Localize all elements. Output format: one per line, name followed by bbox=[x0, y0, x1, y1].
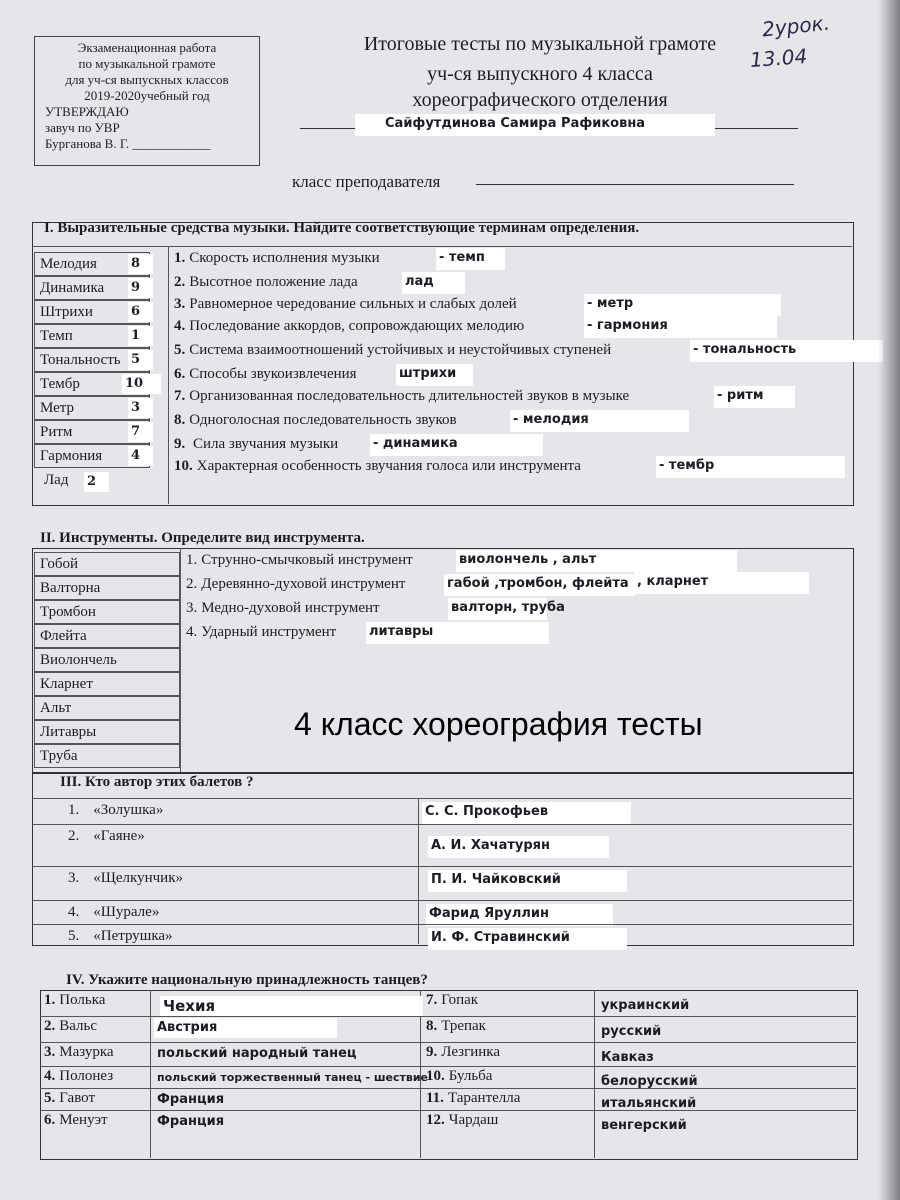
definition-item bbox=[174, 412, 457, 429]
dance-number: 10. bbox=[426, 1068, 445, 1084]
type-text: Медно-духовой инструмент bbox=[201, 600, 380, 616]
dance-left-answer[interactable]: Чехия bbox=[160, 996, 423, 1016]
section1-header-divider bbox=[32, 246, 852, 247]
definition-answer[interactable]: - метр bbox=[584, 294, 781, 316]
definition-item bbox=[174, 274, 358, 291]
definition-item bbox=[174, 366, 357, 383]
term-cell: Тембр bbox=[34, 372, 150, 396]
definition-number: 5. bbox=[174, 342, 186, 358]
definition-item bbox=[174, 296, 517, 313]
dance-left-label bbox=[44, 1112, 108, 1129]
ballet-number: 4. bbox=[68, 904, 80, 920]
definition-number: 3. bbox=[174, 296, 186, 312]
section2-heading: II. Инструменты. Определите вид инструмента. bbox=[40, 530, 365, 546]
definition-text: Характерная особенность звучания голоса или инструмента bbox=[196, 458, 581, 474]
definition-answer[interactable]: - тембр bbox=[656, 456, 845, 478]
dance-number: 9. bbox=[426, 1044, 438, 1060]
ballet-title: «Золушка» bbox=[93, 802, 164, 818]
term-answer-number[interactable]: 5 bbox=[128, 350, 153, 370]
definition-answer[interactable]: - тональность bbox=[690, 340, 883, 362]
term-answer-number[interactable]: 8 bbox=[128, 254, 153, 274]
instrument-type-answer[interactable]: виолончель , альт bbox=[456, 550, 737, 572]
ballet-row-divider bbox=[32, 866, 852, 867]
term-answer-number[interactable]: 6 bbox=[128, 302, 153, 322]
dance-number: 3. bbox=[44, 1044, 56, 1060]
definition-text: Высотное положение лада bbox=[189, 274, 358, 290]
ballet-author-answer[interactable]: И. Ф. Стравинский bbox=[428, 928, 627, 950]
definition-number: 8. bbox=[174, 412, 186, 428]
definition-answer[interactable]: штрихи bbox=[396, 364, 473, 386]
ballet-number: 2. bbox=[68, 828, 80, 844]
ballet-row-divider bbox=[32, 924, 852, 925]
dance-number: 8. bbox=[426, 1018, 438, 1034]
type-number: 2. bbox=[186, 576, 198, 592]
instrument-cell: Валторна bbox=[34, 576, 180, 600]
dance-name: Мазурка bbox=[59, 1044, 114, 1060]
term-cell: Динамика bbox=[34, 276, 150, 300]
ballet-author-answer[interactable]: С. С. Прокофьев bbox=[422, 802, 631, 824]
term-cell: Штрихи bbox=[34, 300, 150, 324]
term-answer-number[interactable]: 10 bbox=[122, 374, 161, 394]
dance-name: Тарантелла bbox=[447, 1090, 521, 1106]
section3-heading: III. Кто автор этих балетов ? bbox=[60, 774, 254, 790]
instrument-type-item bbox=[186, 576, 405, 593]
term-answer-number[interactable]: 4 bbox=[128, 446, 153, 466]
dance-number: 1. bbox=[44, 992, 56, 1008]
ballet-number: 5. bbox=[68, 928, 80, 944]
overlay-caption: 4 класс хореография тесты bbox=[294, 706, 703, 742]
dance-right-label bbox=[426, 1044, 500, 1061]
dance-number: 11. bbox=[426, 1090, 444, 1106]
teacher-label: класс преподавателя bbox=[292, 172, 441, 191]
definition-item bbox=[174, 250, 380, 267]
page-title: Итоговые тесты по музыкальной грамоте bbox=[363, 33, 717, 55]
instrument-cell: Тромбон bbox=[34, 600, 180, 624]
instrument-cell: Кларнет bbox=[34, 672, 180, 696]
dance-left-answer[interactable]: польский народный танец bbox=[157, 1046, 357, 1061]
term-answer-number[interactable]: 1 bbox=[128, 326, 153, 346]
dance-name: Полонез bbox=[59, 1068, 114, 1084]
ballet-number: 1. bbox=[68, 802, 80, 818]
definition-answer[interactable]: - динамика bbox=[370, 434, 543, 456]
definition-answer[interactable]: лад bbox=[402, 272, 465, 294]
dance-left-label bbox=[44, 1018, 97, 1035]
type-number: 1. bbox=[186, 552, 198, 568]
type-text: Струнно-смычковый инструмент bbox=[201, 552, 413, 568]
definition-number: 2. bbox=[174, 274, 186, 290]
handwritten-date-note: 13.04 bbox=[749, 44, 809, 72]
term-answer-number[interactable]: 3 bbox=[128, 398, 153, 418]
definition-answer[interactable]: - мелодия bbox=[510, 410, 689, 432]
ballet-title: «Петрушка» bbox=[93, 928, 173, 944]
definition-text: Организованная последовательность длительностей звуков в музыке bbox=[189, 388, 630, 404]
definition-item bbox=[174, 318, 524, 335]
term-cell: Лад bbox=[44, 472, 69, 488]
stamp-line: для уч-ся выпускных классов bbox=[65, 72, 229, 87]
ballet-author-answer[interactable]: Фарид Яруллин bbox=[426, 904, 613, 926]
instrument-type-answer[interactable]: габой ,тромбон, флейта bbox=[444, 574, 635, 596]
page-subtitle-2: хореографического отделения bbox=[412, 89, 668, 111]
ballet-row-divider bbox=[32, 900, 852, 901]
stamp-line: 2019-2020учебный год bbox=[84, 88, 210, 103]
stamp-name: Бурганова В. Г. ____________ bbox=[45, 136, 211, 151]
dance-name: Вальс bbox=[59, 1018, 98, 1034]
dance-right-answer[interactable]: русский bbox=[601, 1024, 662, 1039]
dance-number: 4. bbox=[44, 1068, 56, 1084]
term-cell: Тональность bbox=[34, 348, 150, 372]
instrument-type-answer[interactable]: литавры bbox=[366, 622, 549, 644]
definition-number: 10. bbox=[174, 458, 193, 474]
dance-left-label bbox=[44, 1044, 114, 1061]
ballet-title: «Гаяне» bbox=[93, 828, 145, 844]
dance-name: Трепак bbox=[441, 1018, 486, 1034]
section1-heading: I. Выразительные средства музыки. Найдите соответствующие терминам определения. bbox=[44, 220, 640, 236]
type-number: 4. bbox=[186, 624, 198, 640]
teacher-name-line bbox=[476, 184, 794, 185]
dance-name: Полька bbox=[59, 992, 106, 1008]
definition-number: 6. bbox=[174, 366, 186, 382]
dance-name: Гавот bbox=[59, 1090, 96, 1106]
term-cell: Гармония bbox=[34, 444, 150, 468]
dance-number: 7. bbox=[426, 992, 438, 1008]
dance-right-answer[interactable]: венгерский bbox=[601, 1118, 687, 1133]
ballet-author-answer[interactable]: А. И. Хачатурян bbox=[428, 836, 609, 858]
definition-answer[interactable]: - гармония bbox=[584, 316, 777, 338]
dance-left-answer[interactable]: Австрия bbox=[154, 1018, 337, 1038]
student-name-field[interactable]: Сайфутдинова Самира Рафиковна bbox=[355, 114, 715, 136]
dance-right-label bbox=[426, 1018, 486, 1035]
instrument-type-item bbox=[186, 624, 336, 641]
dance-right-answer[interactable]: итальянский bbox=[601, 1096, 697, 1111]
dance-name: Бульба bbox=[448, 1068, 493, 1084]
definition-number: 7. bbox=[174, 388, 186, 404]
ballet-item bbox=[68, 904, 159, 921]
ballet-row-divider bbox=[32, 798, 852, 799]
definition-item bbox=[174, 458, 581, 475]
instrument-cell: Альт bbox=[34, 696, 180, 720]
instrument-type-answer-extra[interactable]: , кларнет bbox=[634, 572, 809, 594]
definition-number: 4. bbox=[174, 318, 186, 334]
dance-name: Чардаш bbox=[448, 1112, 499, 1128]
definition-text: Способы звукоизвлечения bbox=[189, 366, 357, 382]
dance-number: 12. bbox=[426, 1112, 445, 1128]
dance-right-label bbox=[426, 992, 478, 1009]
page-subtitle-1: уч-ся выпускного 4 класса bbox=[427, 63, 653, 85]
type-number: 3. bbox=[186, 600, 198, 616]
dance-name: Лезгинка bbox=[441, 1044, 501, 1060]
ballet-item bbox=[68, 870, 183, 887]
stamp-approve: УТВЕРЖДАЮ bbox=[45, 104, 129, 119]
dance-right-label bbox=[426, 1090, 520, 1107]
definition-text: Система взаимоотношений устойчивых и неустойчивых ступеней bbox=[189, 342, 612, 358]
instrument-cell: Флейта bbox=[34, 624, 180, 648]
type-text: Ударный инструмент bbox=[201, 624, 337, 640]
definition-text: Одноголосная последовательность звуков bbox=[189, 412, 457, 428]
term-answer-number[interactable]: 9 bbox=[128, 278, 153, 298]
ballet-title: «Шурале» bbox=[93, 904, 160, 920]
definition-item bbox=[174, 436, 338, 453]
dance-right-answer[interactable]: украинский bbox=[601, 998, 690, 1013]
approval-stamp bbox=[34, 36, 260, 166]
definition-text: Равномерное чередование сильных и слабых долей bbox=[189, 296, 517, 312]
ballet-item bbox=[68, 802, 163, 819]
dance-left-answer[interactable]: польский торжественный танец - шествие bbox=[157, 1071, 429, 1084]
instrument-cell: Труба bbox=[34, 744, 180, 768]
dance-right-label bbox=[426, 1068, 492, 1085]
ballet-row-divider bbox=[32, 824, 852, 825]
definition-item bbox=[174, 388, 629, 405]
ballet-author-answer[interactable]: П. И. Чайковский bbox=[428, 870, 627, 892]
term-answer-number[interactable]: 7 bbox=[128, 422, 153, 442]
definition-answer[interactable]: - темп bbox=[436, 248, 505, 270]
dance-right-answer[interactable]: белорусский bbox=[601, 1074, 698, 1089]
section2-column-divider bbox=[180, 548, 181, 772]
dance-right-answer[interactable]: Кавказ bbox=[601, 1050, 654, 1065]
dance-number: 2. bbox=[44, 1018, 56, 1034]
section3-column-divider bbox=[418, 798, 419, 944]
dance-name: Менуэт bbox=[59, 1112, 108, 1128]
dance-left-label bbox=[44, 992, 105, 1009]
section4-heading: IV. Укажите национальную принадлежность танцев? bbox=[66, 972, 428, 988]
term-answer-number[interactable]: 2 bbox=[84, 472, 109, 492]
definition-number: 1. bbox=[174, 250, 186, 266]
dance-name: Гопак bbox=[441, 992, 479, 1008]
dance-row-divider bbox=[40, 1042, 856, 1043]
instrument-type-item bbox=[186, 600, 380, 617]
term-cell: Темп bbox=[34, 324, 150, 348]
definition-item bbox=[174, 342, 611, 359]
type-text: Деревянно-духовой инструмент bbox=[201, 576, 406, 592]
handwritten-lesson-note: 2урок. bbox=[760, 10, 832, 42]
dance-number: 6. bbox=[44, 1112, 56, 1128]
dance-left-answer[interactable]: Франция bbox=[157, 1114, 225, 1129]
term-cell: Метр bbox=[34, 396, 150, 420]
definition-text: Сила звучания музыки bbox=[189, 436, 339, 452]
term-cell: Мелодия bbox=[34, 252, 150, 276]
section1-column-divider bbox=[168, 246, 169, 504]
term-cell: Ритм bbox=[34, 420, 150, 444]
dance-left-label bbox=[44, 1068, 113, 1085]
ballet-number: 3. bbox=[68, 870, 80, 886]
dance-number: 5. bbox=[44, 1090, 56, 1106]
definition-answer[interactable]: - ритм bbox=[714, 386, 795, 408]
instrument-cell: Литавры bbox=[34, 720, 180, 744]
instrument-type-item bbox=[186, 552, 413, 569]
dance-row-divider bbox=[40, 1016, 856, 1017]
definition-text: Последование аккордов, сопровождающих мелодию bbox=[189, 318, 525, 334]
definition-number: 9. bbox=[174, 436, 186, 452]
instrument-type-answer[interactable]: валторн, труба bbox=[448, 598, 547, 620]
dance-right-label bbox=[426, 1112, 498, 1129]
ballet-item bbox=[68, 928, 173, 945]
dance-left-answer[interactable]: Франция bbox=[157, 1092, 225, 1107]
definition-text: Скорость исполнения музыки bbox=[189, 250, 380, 266]
stamp-line: Экзаменационная работа bbox=[77, 40, 217, 55]
instrument-cell: Виолончель bbox=[34, 648, 180, 672]
stamp-role: завуч по УВР bbox=[45, 120, 120, 135]
ballet-title: «Щелкунчик» bbox=[93, 870, 183, 886]
stamp-line: по музыкальной грамоте bbox=[78, 56, 216, 71]
instrument-cell: Гобой bbox=[34, 552, 180, 576]
dance-left-label bbox=[44, 1090, 95, 1107]
ballet-item bbox=[68, 828, 145, 845]
